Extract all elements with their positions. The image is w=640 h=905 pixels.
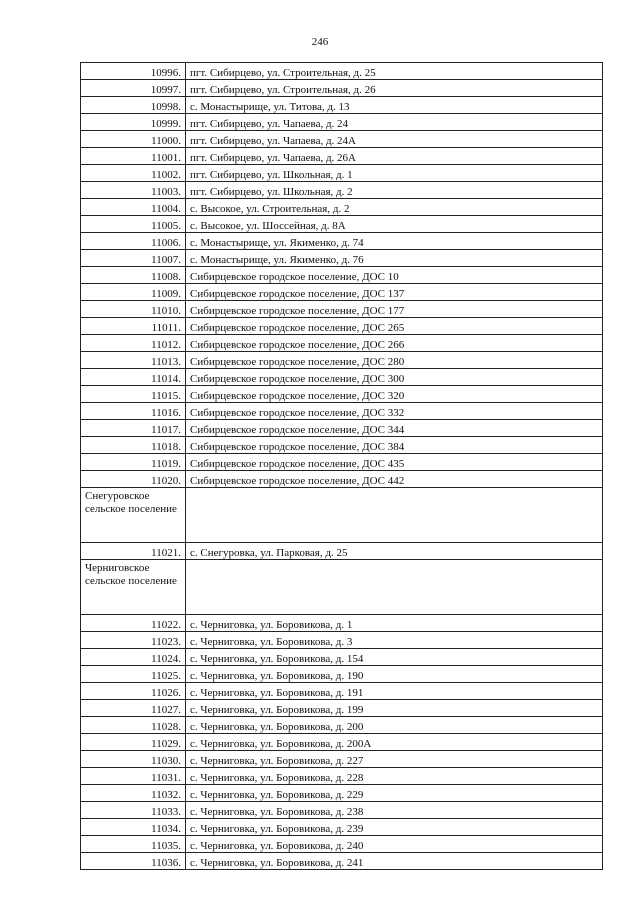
table-row <box>81 802 603 819</box>
row-number: 11019. <box>81 454 186 471</box>
row-number: 11031. <box>81 768 186 785</box>
address-table <box>80 62 603 870</box>
row-number: 11035. <box>81 836 186 853</box>
row-address: Сибирцевское городское поселение, ДОС 332 <box>186 403 603 420</box>
row-number: 10996. <box>81 63 186 80</box>
row-address: с. Черниговка, ул. Боровикова, д. 154 <box>186 649 603 666</box>
row-address: Сибирцевское городское поселение, ДОС 344 <box>186 420 603 437</box>
row-number: 11008. <box>81 267 186 284</box>
section-header-row <box>81 560 603 615</box>
row-number: 10998. <box>81 97 186 114</box>
table-row <box>81 768 603 785</box>
row-number: 11001. <box>81 148 186 165</box>
row-address: Сибирцевское городское поселение, ДОС 137 <box>186 284 603 301</box>
table-row <box>81 700 603 717</box>
section-name: Снегуровское сельское поселение <box>81 488 186 543</box>
table-row <box>81 403 603 420</box>
row-number: 11005. <box>81 216 186 233</box>
row-number: 11022. <box>81 615 186 632</box>
row-number: 11015. <box>81 386 186 403</box>
row-address: Сибирцевское городское поселение, ДОС 442 <box>186 471 603 488</box>
row-address: Сибирцевское городское поселение, ДОС 10 <box>186 267 603 284</box>
section-header-row <box>81 488 603 543</box>
row-number: 11002. <box>81 165 186 182</box>
row-address: с. Черниговка, ул. Боровикова, д. 199 <box>186 700 603 717</box>
table-row <box>81 335 603 352</box>
row-address: с. Черниговка, ул. Боровикова, д. 200 <box>186 717 603 734</box>
row-number: 11000. <box>81 131 186 148</box>
row-number: 11018. <box>81 437 186 454</box>
row-number: 11027. <box>81 700 186 717</box>
table-row <box>81 437 603 454</box>
table-row <box>81 632 603 649</box>
row-number: 11016. <box>81 403 186 420</box>
row-number: 11028. <box>81 717 186 734</box>
row-address: Сибирцевское городское поселение, ДОС 265 <box>186 318 603 335</box>
row-address: с. Монастырище, ул. Титова, д. 13 <box>186 97 603 114</box>
table-row <box>81 97 603 114</box>
row-address: пгт. Сибирцево, ул. Чапаева, д. 26А <box>186 148 603 165</box>
row-address: с. Черниговка, ул. Боровикова, д. 238 <box>186 802 603 819</box>
row-number: 11036. <box>81 853 186 870</box>
row-number: 11012. <box>81 335 186 352</box>
table-row <box>81 80 603 97</box>
table-row <box>81 148 603 165</box>
table-row <box>81 284 603 301</box>
row-number: 11003. <box>81 182 186 199</box>
row-address: пгт. Сибирцево, ул. Чапаева, д. 24 <box>186 114 603 131</box>
row-address: с. Черниговка, ул. Боровикова, д. 241 <box>186 853 603 870</box>
table-row <box>81 114 603 131</box>
table-row <box>81 199 603 216</box>
row-address: с. Монастырище, ул. Якименко, д. 76 <box>186 250 603 267</box>
table-row <box>81 318 603 335</box>
row-number: 11014. <box>81 369 186 386</box>
row-address: с. Черниговка, ул. Боровикова, д. 190 <box>186 666 603 683</box>
table-row <box>81 301 603 318</box>
table-row <box>81 233 603 250</box>
row-number: 11030. <box>81 751 186 768</box>
table-row <box>81 420 603 437</box>
row-number: 11029. <box>81 734 186 751</box>
section-empty-cell <box>186 560 603 615</box>
table-row <box>81 615 603 632</box>
table-row <box>81 853 603 870</box>
row-number: 11033. <box>81 802 186 819</box>
row-number: 11020. <box>81 471 186 488</box>
row-address: с. Черниговка, ул. Боровикова, д. 3 <box>186 632 603 649</box>
row-number: 11006. <box>81 233 186 250</box>
row-address: Сибирцевское городское поселение, ДОС 384 <box>186 437 603 454</box>
row-number: 11032. <box>81 785 186 802</box>
table-row <box>81 471 603 488</box>
section-name: Черниговское сельское поселение <box>81 560 186 615</box>
table-row <box>81 666 603 683</box>
row-number: 11025. <box>81 666 186 683</box>
table-row <box>81 543 603 560</box>
table-row <box>81 386 603 403</box>
table-row <box>81 683 603 700</box>
row-number: 11009. <box>81 284 186 301</box>
row-address: пгт. Сибирцево, ул. Школьная, д. 1 <box>186 165 603 182</box>
row-address: с. Черниговка, ул. Боровикова, д. 200А <box>186 734 603 751</box>
table-row <box>81 63 603 80</box>
section-empty-cell <box>186 488 603 543</box>
row-address: с. Черниговка, ул. Боровикова, д. 229 <box>186 785 603 802</box>
table-row <box>81 131 603 148</box>
row-number: 11023. <box>81 632 186 649</box>
table-row <box>81 182 603 199</box>
table-row <box>81 785 603 802</box>
row-number: 11011. <box>81 318 186 335</box>
row-number: 11021. <box>81 543 186 560</box>
table-row <box>81 836 603 853</box>
table-row <box>81 352 603 369</box>
table-row <box>81 250 603 267</box>
table-row <box>81 165 603 182</box>
row-address: пгт. Сибирцево, ул. Школьная, д. 2 <box>186 182 603 199</box>
table-row <box>81 734 603 751</box>
row-number: 11007. <box>81 250 186 267</box>
row-number: 11024. <box>81 649 186 666</box>
table-row <box>81 267 603 284</box>
row-address: Сибирцевское городское поселение, ДОС 435 <box>186 454 603 471</box>
table-row <box>81 454 603 471</box>
row-address: Сибирцевское городское поселение, ДОС 280 <box>186 352 603 369</box>
row-address: пгт. Сибирцево, ул. Строительная, д. 26 <box>186 80 603 97</box>
row-number: 11004. <box>81 199 186 216</box>
row-address: Сибирцевское городское поселение, ДОС 177 <box>186 301 603 318</box>
row-number: 11013. <box>81 352 186 369</box>
row-address: с. Черниговка, ул. Боровикова, д. 228 <box>186 768 603 785</box>
row-address: с. Монастырище, ул. Якименко, д. 74 <box>186 233 603 250</box>
row-address: с. Черниговка, ул. Боровикова, д. 1 <box>186 615 603 632</box>
row-address: Сибирцевское городское поселение, ДОС 266 <box>186 335 603 352</box>
table-row <box>81 751 603 768</box>
table-row <box>81 717 603 734</box>
row-address: с. Снегуровка, ул. Парковая, д. 25 <box>186 543 603 560</box>
address-table-body <box>81 63 603 870</box>
row-address: Сибирцевское городское поселение, ДОС 320 <box>186 386 603 403</box>
row-address: с. Черниговка, ул. Боровикова, д. 239 <box>186 819 603 836</box>
row-address: с. Высокое, ул. Шоссейная, д. 8А <box>186 216 603 233</box>
row-number: 11026. <box>81 683 186 700</box>
table-row <box>81 216 603 233</box>
row-address: пгт. Сибирцево, ул. Строительная, д. 25 <box>186 63 603 80</box>
row-number: 10997. <box>81 80 186 97</box>
row-address: пгт. Сибирцево, ул. Чапаева, д. 24А <box>186 131 603 148</box>
row-address: с. Черниговка, ул. Боровикова, д. 191 <box>186 683 603 700</box>
row-number: 11017. <box>81 420 186 437</box>
row-number: 11034. <box>81 819 186 836</box>
row-address: с. Высокое, ул. Строительная, д. 2 <box>186 199 603 216</box>
table-row <box>81 369 603 386</box>
row-address: с. Черниговка, ул. Боровикова, д. 240 <box>186 836 603 853</box>
row-address: с. Черниговка, ул. Боровикова, д. 227 <box>186 751 603 768</box>
row-number: 11010. <box>81 301 186 318</box>
row-address: Сибирцевское городское поселение, ДОС 300 <box>186 369 603 386</box>
page-number: 246 <box>311 36 329 48</box>
table-row <box>81 819 603 836</box>
table-row <box>81 649 603 666</box>
row-number: 10999. <box>81 114 186 131</box>
